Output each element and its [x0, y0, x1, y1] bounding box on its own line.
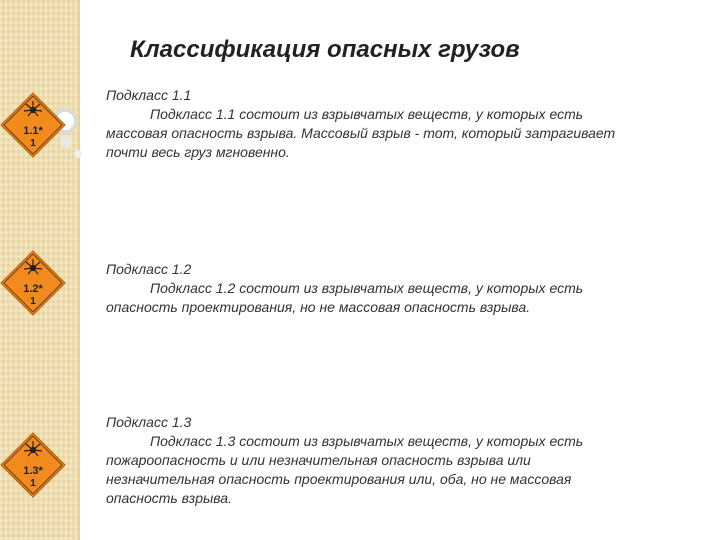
placard-class: 1: [30, 138, 36, 149]
placard-label: 1.3*: [23, 465, 43, 477]
decorative-circle: [74, 150, 82, 158]
explosive-placard-icon: [0, 432, 66, 498]
subclass-description: Подкласс 1.2 состоит из взрывчатых веществ, у которых есть опасность проектирования, но не массовая опасность взрыва.: [106, 280, 584, 315]
subclass-heading: Подкласс 1.3: [106, 414, 192, 430]
placard-class: 1: [30, 296, 36, 307]
placard-label: 1.1*: [23, 125, 43, 137]
subclass-heading: Подкласс 1.2: [106, 261, 192, 277]
placard-class: 1: [30, 478, 36, 489]
explosive-placard-icon: [0, 92, 66, 158]
sidebar-divider: [78, 0, 80, 540]
explosive-placard-icon: [0, 250, 66, 316]
subclass-section: [106, 413, 626, 508]
subclass-section: [106, 86, 626, 162]
placard-label: 1.2*: [23, 283, 43, 295]
subclass-description: Подкласс 1.1 состоит из взрывчатых веществ, у которых есть массовая опасность взрыва. Массовый взрыв - тот, который затрагивает почти весь груз мгновенно.: [106, 106, 616, 160]
subclass-heading: Подкласс 1.1: [106, 87, 192, 103]
subclass-section: [106, 260, 626, 317]
subclass-description: Подкласс 1.3 состоит из взрывчатых веществ, у которых есть пожароопасность и или незначительная опасность взрыва или незначительная опасность проектирования или, оба, но не массовая опасность взрыва.: [106, 433, 584, 506]
slide-title: Классификация опасных грузов: [130, 36, 520, 63]
